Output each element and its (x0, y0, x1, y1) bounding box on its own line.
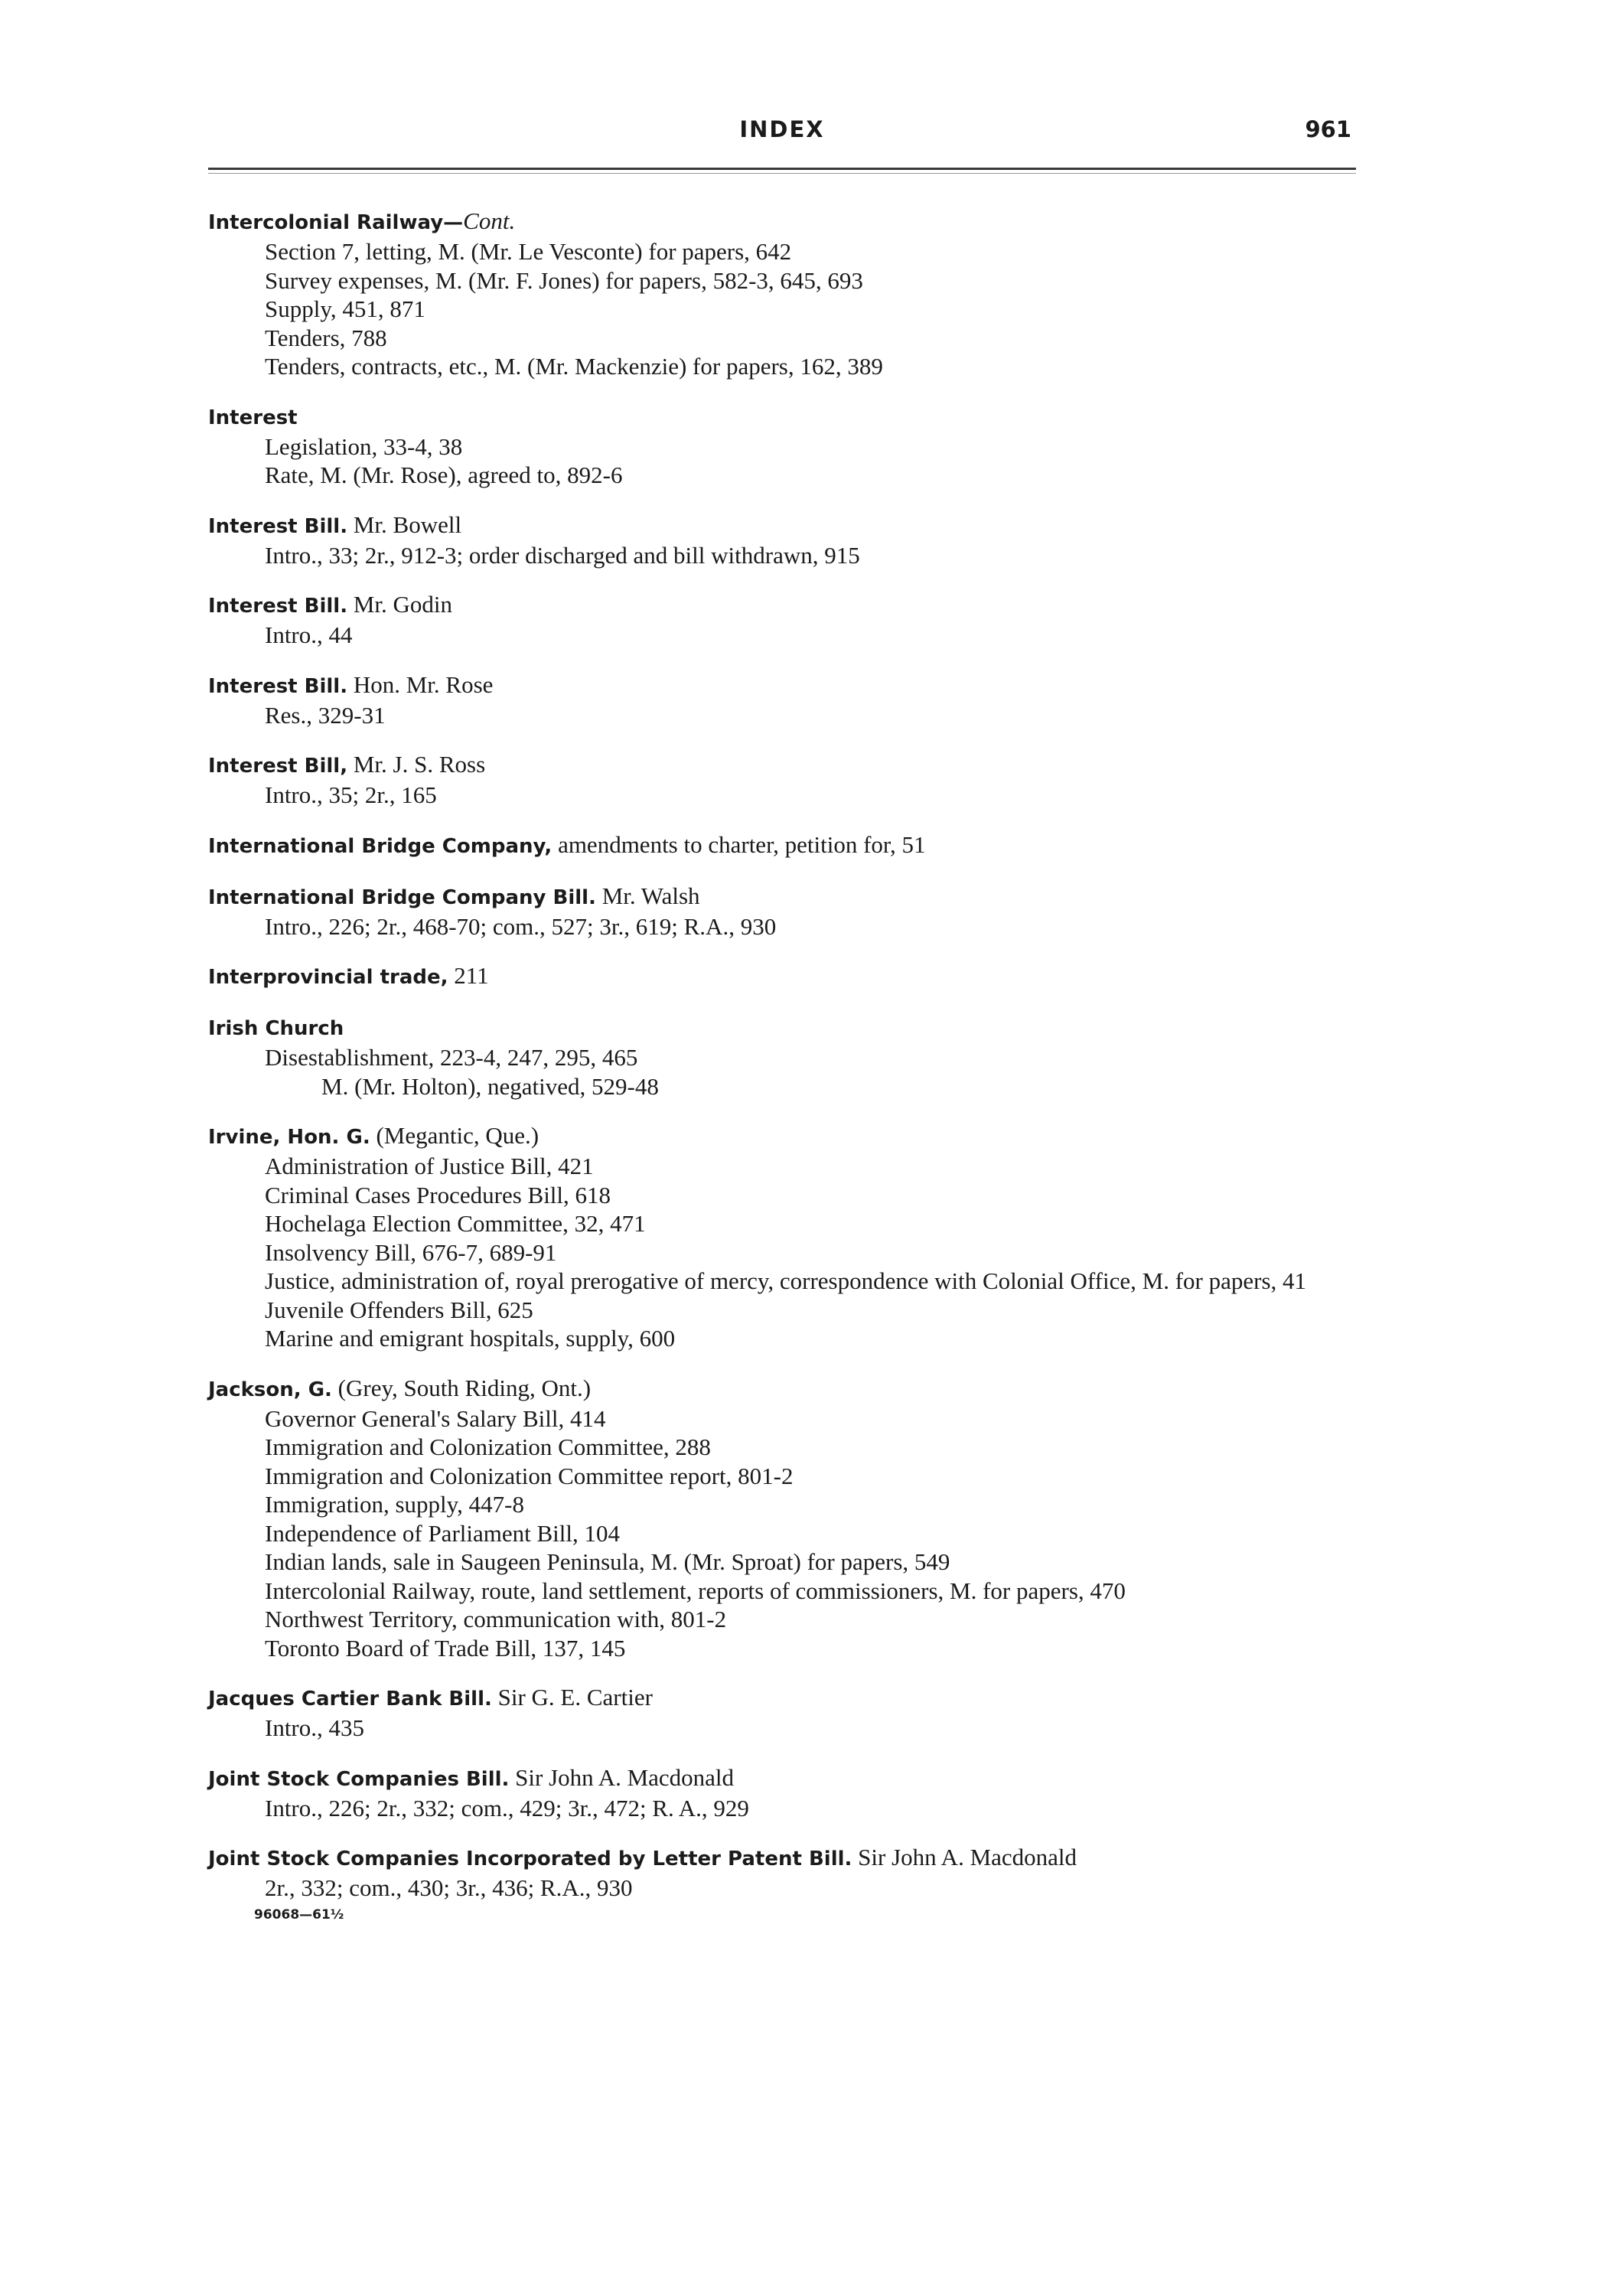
entry-subitem: Section 7, letting, M. (Mr. Le Vesconte) for papers, 642 (265, 238, 792, 265)
index-entry (208, 750, 1356, 810)
entry-heading-detail: 211 (448, 962, 489, 989)
entry-heading: Joint Stock Companies Incorporated by Letter Patent Bill. (208, 1848, 852, 1870)
entry-subitem: Supply, 451, 871 (265, 295, 425, 322)
entry-heading-line (208, 1013, 1356, 1043)
entry-subitem: Indian lands, sale in Saugeen Peninsula, M. (Mr. Sproat) for papers, 549 (265, 1548, 950, 1575)
entry-subitem: Marine and emigrant hospitals, supply, 600 (265, 1325, 676, 1352)
entry-heading: Interest Bill. (208, 595, 348, 618)
entry-subitem: Tenders, contracts, etc., M. (Mr. Mackenzie) for papers, 162, 389 (265, 353, 883, 380)
entry-heading: International Bridge Company Bill. (208, 885, 596, 909)
printer-code: 96068—61½ (254, 1906, 344, 1923)
entry-heading-line (208, 1843, 1356, 1874)
entry-heading-line (208, 830, 1356, 861)
index-entry (208, 670, 1356, 730)
entry-heading-detail: Sir John A. Macdonald (509, 1763, 735, 1791)
entry-heading-continued: Cont. (463, 207, 516, 234)
page-number: 961 (1305, 116, 1351, 142)
entry-subitem: Tenders, 788 (265, 324, 387, 351)
entry-heading-line (208, 1683, 1356, 1714)
index-entries (208, 207, 1356, 1923)
entry-subitem: Toronto Board of Trade Bill, 137, 145 (265, 1634, 626, 1662)
entry-subitem-nested: M. (Mr. Holton), negatived, 529-48 (321, 1072, 659, 1100)
entry-subitem: Juvenile Offenders Bill, 625 (265, 1296, 533, 1323)
entry-heading: International Bridge Company, (208, 834, 553, 858)
entry-heading-detail: Mr. Bowell (347, 510, 462, 538)
entry-subitem: Independence of Parliament Bill, 104 (265, 1519, 621, 1547)
entry-heading-detail: (Megantic, Que.) (370, 1122, 539, 1149)
entry-heading-line (208, 1121, 1356, 1152)
entry-subitem: Disestablishment, 223-4, 247, 295, 465 (265, 1044, 638, 1071)
entry-subitem: Intro., 226; 2r., 332; com., 429; 3r., 472; R. A., 929 (265, 1794, 749, 1821)
entry-heading: Jackson, G. (208, 1378, 332, 1401)
entry-subitem: Governor General's Salary Bill, 414 (265, 1404, 606, 1432)
index-entry (208, 830, 1356, 861)
header-rule (208, 168, 1356, 170)
index-entry (208, 882, 1356, 941)
entry-subitem: Intro., 33; 2r., 912-3; order discharged and bill withdrawn, 915 (265, 541, 860, 569)
index-entry (208, 1374, 1356, 1663)
entry-subitem: 2r., 332; com., 430; 3r., 436; R.A., 930 (265, 1874, 633, 1901)
entry-subitem: Intro., 35; 2r., 165 (265, 781, 437, 808)
header-rule-thin (208, 173, 1356, 174)
entry-heading-detail: amendments to charter, petition for, 51 (552, 830, 926, 858)
entry-heading: Interest (208, 406, 298, 429)
entry-subitem: Immigration and Colonization Committee report, 801-2 (265, 1462, 794, 1489)
entry-subitem: Rate, M. (Mr. Rose), agreed to, 892-6 (265, 461, 623, 488)
index-entry (208, 510, 1356, 570)
entry-heading-line (208, 402, 1356, 432)
entry-subitem: Intro., 435 (265, 1714, 365, 1741)
index-entry (208, 402, 1356, 490)
entry-heading-line (208, 750, 1356, 781)
entry-subitem: Intro., 226; 2r., 468-70; com., 527; 3r., 619; R.A., 930 (265, 912, 777, 940)
entry-subitem: Legislation, 33-4, 38 (265, 432, 463, 460)
entry-heading-detail: Mr. J. S. Ross (347, 751, 486, 778)
entry-heading-line (208, 510, 1356, 541)
entry-heading: Intercolonial Railway— (208, 211, 464, 234)
entry-heading-line (208, 590, 1356, 621)
entry-subitem: Intro., 44 (265, 621, 353, 648)
entry-heading-line (208, 670, 1356, 701)
entry-heading: Interest Bill. (208, 514, 348, 538)
entry-heading-line (208, 207, 1356, 237)
entry-subitem: Immigration and Colonization Committee, 288 (265, 1433, 711, 1460)
entry-subitem: Res., 329-31 (265, 701, 386, 729)
entry-heading: Interest Bill. (208, 674, 348, 698)
entry-heading-detail: Sir John A. Macdonald (852, 1844, 1077, 1870)
entry-subitem: Insolvency Bill, 676-7, 689-91 (265, 1238, 557, 1266)
entry-heading-line (208, 1763, 1356, 1794)
entry-heading-detail: Hon. Mr. Rose (347, 670, 494, 698)
index-entry (208, 1683, 1356, 1743)
entry-heading-detail: (Grey, South Riding, Ont.) (331, 1374, 592, 1401)
entry-subitem: Immigration, supply, 447-8 (265, 1491, 524, 1518)
entry-heading: Joint Stock Companies Bill. (208, 1767, 510, 1791)
entry-heading-detail: Mr. Godin (347, 591, 453, 618)
index-entry (208, 961, 1356, 992)
entry-heading: Interest Bill, (208, 755, 348, 778)
entry-heading-detail: Mr. Walsh (595, 882, 700, 909)
index-entry (208, 207, 1356, 381)
entry-heading-line (208, 1374, 1356, 1404)
entry-subitem: Hochelaga Election Committee, 32, 471 (265, 1210, 646, 1237)
index-entry (208, 1763, 1356, 1823)
entry-heading: Interprovincial trade, (208, 966, 448, 989)
entry-subitem: Administration of Justice Bill, 421 (265, 1153, 594, 1179)
entry-heading-line (208, 961, 1356, 992)
page-header (208, 116, 1356, 147)
page-title: INDEX (739, 116, 825, 142)
entry-subitem: Justice, administration of, royal prerogative of mercy, correspondence with Colonial Office, M. for papers, 41 (265, 1267, 1307, 1294)
entry-subitem: Survey expenses, M. (Mr. F. Jones) for papers, 582-3, 645, 693 (265, 266, 863, 294)
entry-heading-detail: Sir G. E. Cartier (491, 1684, 653, 1711)
entry-heading: Irish Church (208, 1017, 344, 1040)
index-entry (208, 1843, 1356, 1903)
index-entry (208, 1121, 1356, 1353)
entry-subitem: Northwest Territory, communication with, 801-2 (265, 1606, 727, 1632)
entry-subitem: Criminal Cases Procedures Bill, 618 (265, 1181, 611, 1208)
entry-subitem: Intercolonial Railway, route, land settlement, reports of commissioners, M. for papers, 470 (265, 1577, 1126, 1604)
index-entry (208, 1013, 1356, 1101)
entry-heading-line (208, 882, 1356, 912)
index-entry (208, 590, 1356, 650)
entry-heading: Irvine, Hon. G. (208, 1126, 370, 1149)
entry-heading: Jacques Cartier Bank Bill. (208, 1688, 492, 1711)
